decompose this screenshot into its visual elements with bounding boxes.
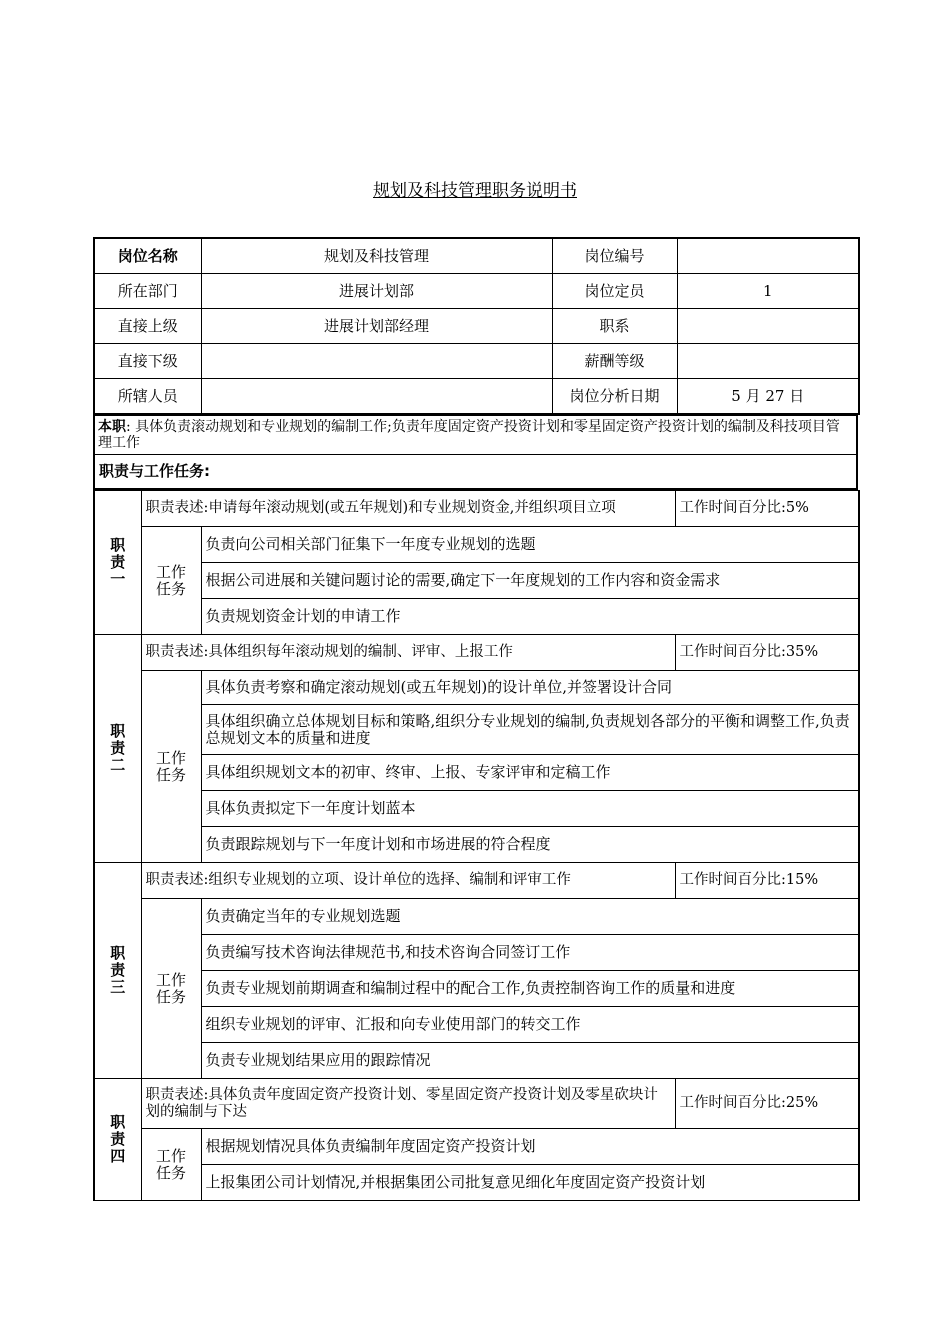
task-item: 根据规划情况具体负责编制年度固定资产投资计划: [201, 1129, 859, 1165]
series-value: [677, 309, 859, 344]
task-row: [94, 755, 859, 791]
info-row-5: [94, 379, 859, 415]
task-item: 具体组织确立总体规划目标和策略,组织分专业规划的编制,负责规划各部分的平衡和调整工作,负责总规划文本的质量和进度: [201, 705, 859, 755]
duties-body: [94, 491, 859, 1201]
task-label: [141, 671, 201, 863]
task-row: [94, 1007, 859, 1043]
headcount-value: 1: [677, 274, 859, 309]
duty-time-percent: 工作时间百分比:15%: [675, 863, 859, 899]
task-label: [141, 1129, 201, 1201]
task-item: 负责向公司相关部门征集下一年度专业规划的选题: [201, 527, 859, 563]
task-item: 组织专业规划的评审、汇报和向专业使用部门的转交工作: [201, 1007, 859, 1043]
position-name-label: 岗位名称: [94, 238, 201, 274]
task-item: 负责专业规划前期调查和编制过程中的配合工作,负责控制咨询工作的质量和进度: [201, 971, 859, 1007]
duty-name: [94, 863, 141, 1079]
task-row: [94, 563, 859, 599]
task-label: [141, 899, 201, 1079]
position-name-value: 规划及科技管理: [201, 238, 552, 274]
task-row: [94, 671, 859, 705]
duty-name-text: 职责一: [110, 536, 126, 588]
superior-value: 进展计划部经理: [201, 309, 552, 344]
duty-description-row: [94, 1079, 859, 1129]
section-title: 职责与工作任务:: [94, 455, 857, 490]
task-row: [94, 1043, 859, 1079]
department-value: 进展计划部: [201, 274, 552, 309]
task-item: 负责规划资金计划的申请工作: [201, 599, 859, 635]
section-header-row: [94, 455, 857, 490]
duty-time-percent: 工作时间百分比:35%: [675, 635, 859, 671]
duty-description-row: [94, 491, 859, 527]
task-row: [94, 1129, 859, 1165]
task-item: 负责编写技术咨询法律规范书,和技术咨询合同签订工作: [201, 935, 859, 971]
duty-description: 职责表述:申请每年滚动规划(或五年规划)和专业规划资金,并组织项目立项: [141, 491, 675, 527]
job-description-form: [93, 237, 858, 1201]
task-label-text: 工作任务: [155, 1146, 186, 1182]
task-row: [94, 705, 859, 755]
task-label-text: 工作任务: [155, 562, 186, 598]
summary-row: [94, 416, 857, 455]
task-item: 根据公司进展和关键问题讨论的需要,确定下一年度规划的工作内容和资金需求: [201, 563, 859, 599]
staff-label: 所辖人员: [94, 379, 201, 415]
salary-value: [677, 344, 859, 379]
duty-description-row: [94, 635, 859, 671]
duty-name: [94, 1079, 141, 1201]
task-row: [94, 935, 859, 971]
duty-description: 职责表述:具体负责年度固定资产投资计划、零星固定资产投资计划及零星砍块计划的编制与下达: [141, 1079, 675, 1129]
duty-description-row: [94, 863, 859, 899]
task-row: [94, 599, 859, 635]
info-row-2: [94, 274, 859, 309]
task-item: 具体负责拟定下一年度计划蓝本: [201, 791, 859, 827]
position-code-label: 岗位编号: [552, 238, 677, 274]
task-label: [141, 527, 201, 635]
task-row: [94, 971, 859, 1007]
info-table: [93, 237, 860, 415]
position-code-value: [677, 238, 859, 274]
task-item: 负责确定当年的专业规划选题: [201, 899, 859, 935]
subordinate-value: [201, 344, 552, 379]
duty-name: [94, 635, 141, 863]
summary-table: [93, 415, 858, 490]
analysis-date-value: 5 月 27 日: [677, 379, 859, 415]
series-label: 职系: [552, 309, 677, 344]
superior-label: 直接上级: [94, 309, 201, 344]
summary-text: : 具体负责滚动规划和专业规划的编制工作;负责年度固定资产投资计划和零星固定资产投资计划的编制及科技项目管理工作: [98, 419, 840, 451]
duty-name-text: 职责二: [110, 722, 126, 774]
task-label-text: 工作任务: [155, 970, 186, 1006]
info-row-3: [94, 309, 859, 344]
duties-table: [93, 490, 860, 1201]
info-row-1: [94, 238, 859, 274]
task-item: 负责跟踪规划与下一年度计划和市场进展的符合程度: [201, 827, 859, 863]
department-label: 所在部门: [94, 274, 201, 309]
summary-cell: [94, 416, 857, 455]
info-row-4: [94, 344, 859, 379]
duty-time-percent: 工作时间百分比:25%: [675, 1079, 859, 1129]
task-row: [94, 1165, 859, 1201]
task-label-text: 工作任务: [155, 748, 186, 784]
document-title: 规划及科技管理职务说明书: [373, 181, 577, 201]
task-item: 具体负责考察和确定滚动规划(或五年规划)的设计单位,并签署设计合同: [201, 671, 859, 705]
summary-label: 本职: [98, 419, 126, 435]
salary-label: 薪酬等级: [552, 344, 677, 379]
duty-name-text: 职责三: [110, 944, 126, 996]
task-row: [94, 527, 859, 563]
duty-name-text: 职责四: [110, 1113, 126, 1165]
duty-description: 职责表述:具体组织每年滚动规划的编制、评审、上报工作: [141, 635, 675, 671]
duty-description: 职责表述:组织专业规划的立项、设计单位的选择、编制和评审工作: [141, 863, 675, 899]
duty-time-percent: 工作时间百分比:5%: [675, 491, 859, 527]
task-row: [94, 827, 859, 863]
task-item: 上报集团公司计划情况,并根据集团公司批复意见细化年度固定资产投资计划: [201, 1165, 859, 1201]
task-item: 负责专业规划结果应用的跟踪情况: [201, 1043, 859, 1079]
task-item: 具体组织规划文本的初审、终审、上报、专家评审和定稿工作: [201, 755, 859, 791]
duty-name: [94, 491, 141, 635]
task-row: [94, 899, 859, 935]
subordinate-label: 直接下级: [94, 344, 201, 379]
task-row: [94, 791, 859, 827]
headcount-label: 岗位定员: [552, 274, 677, 309]
analysis-date-label: 岗位分析日期: [552, 379, 677, 415]
staff-value: [201, 379, 552, 415]
